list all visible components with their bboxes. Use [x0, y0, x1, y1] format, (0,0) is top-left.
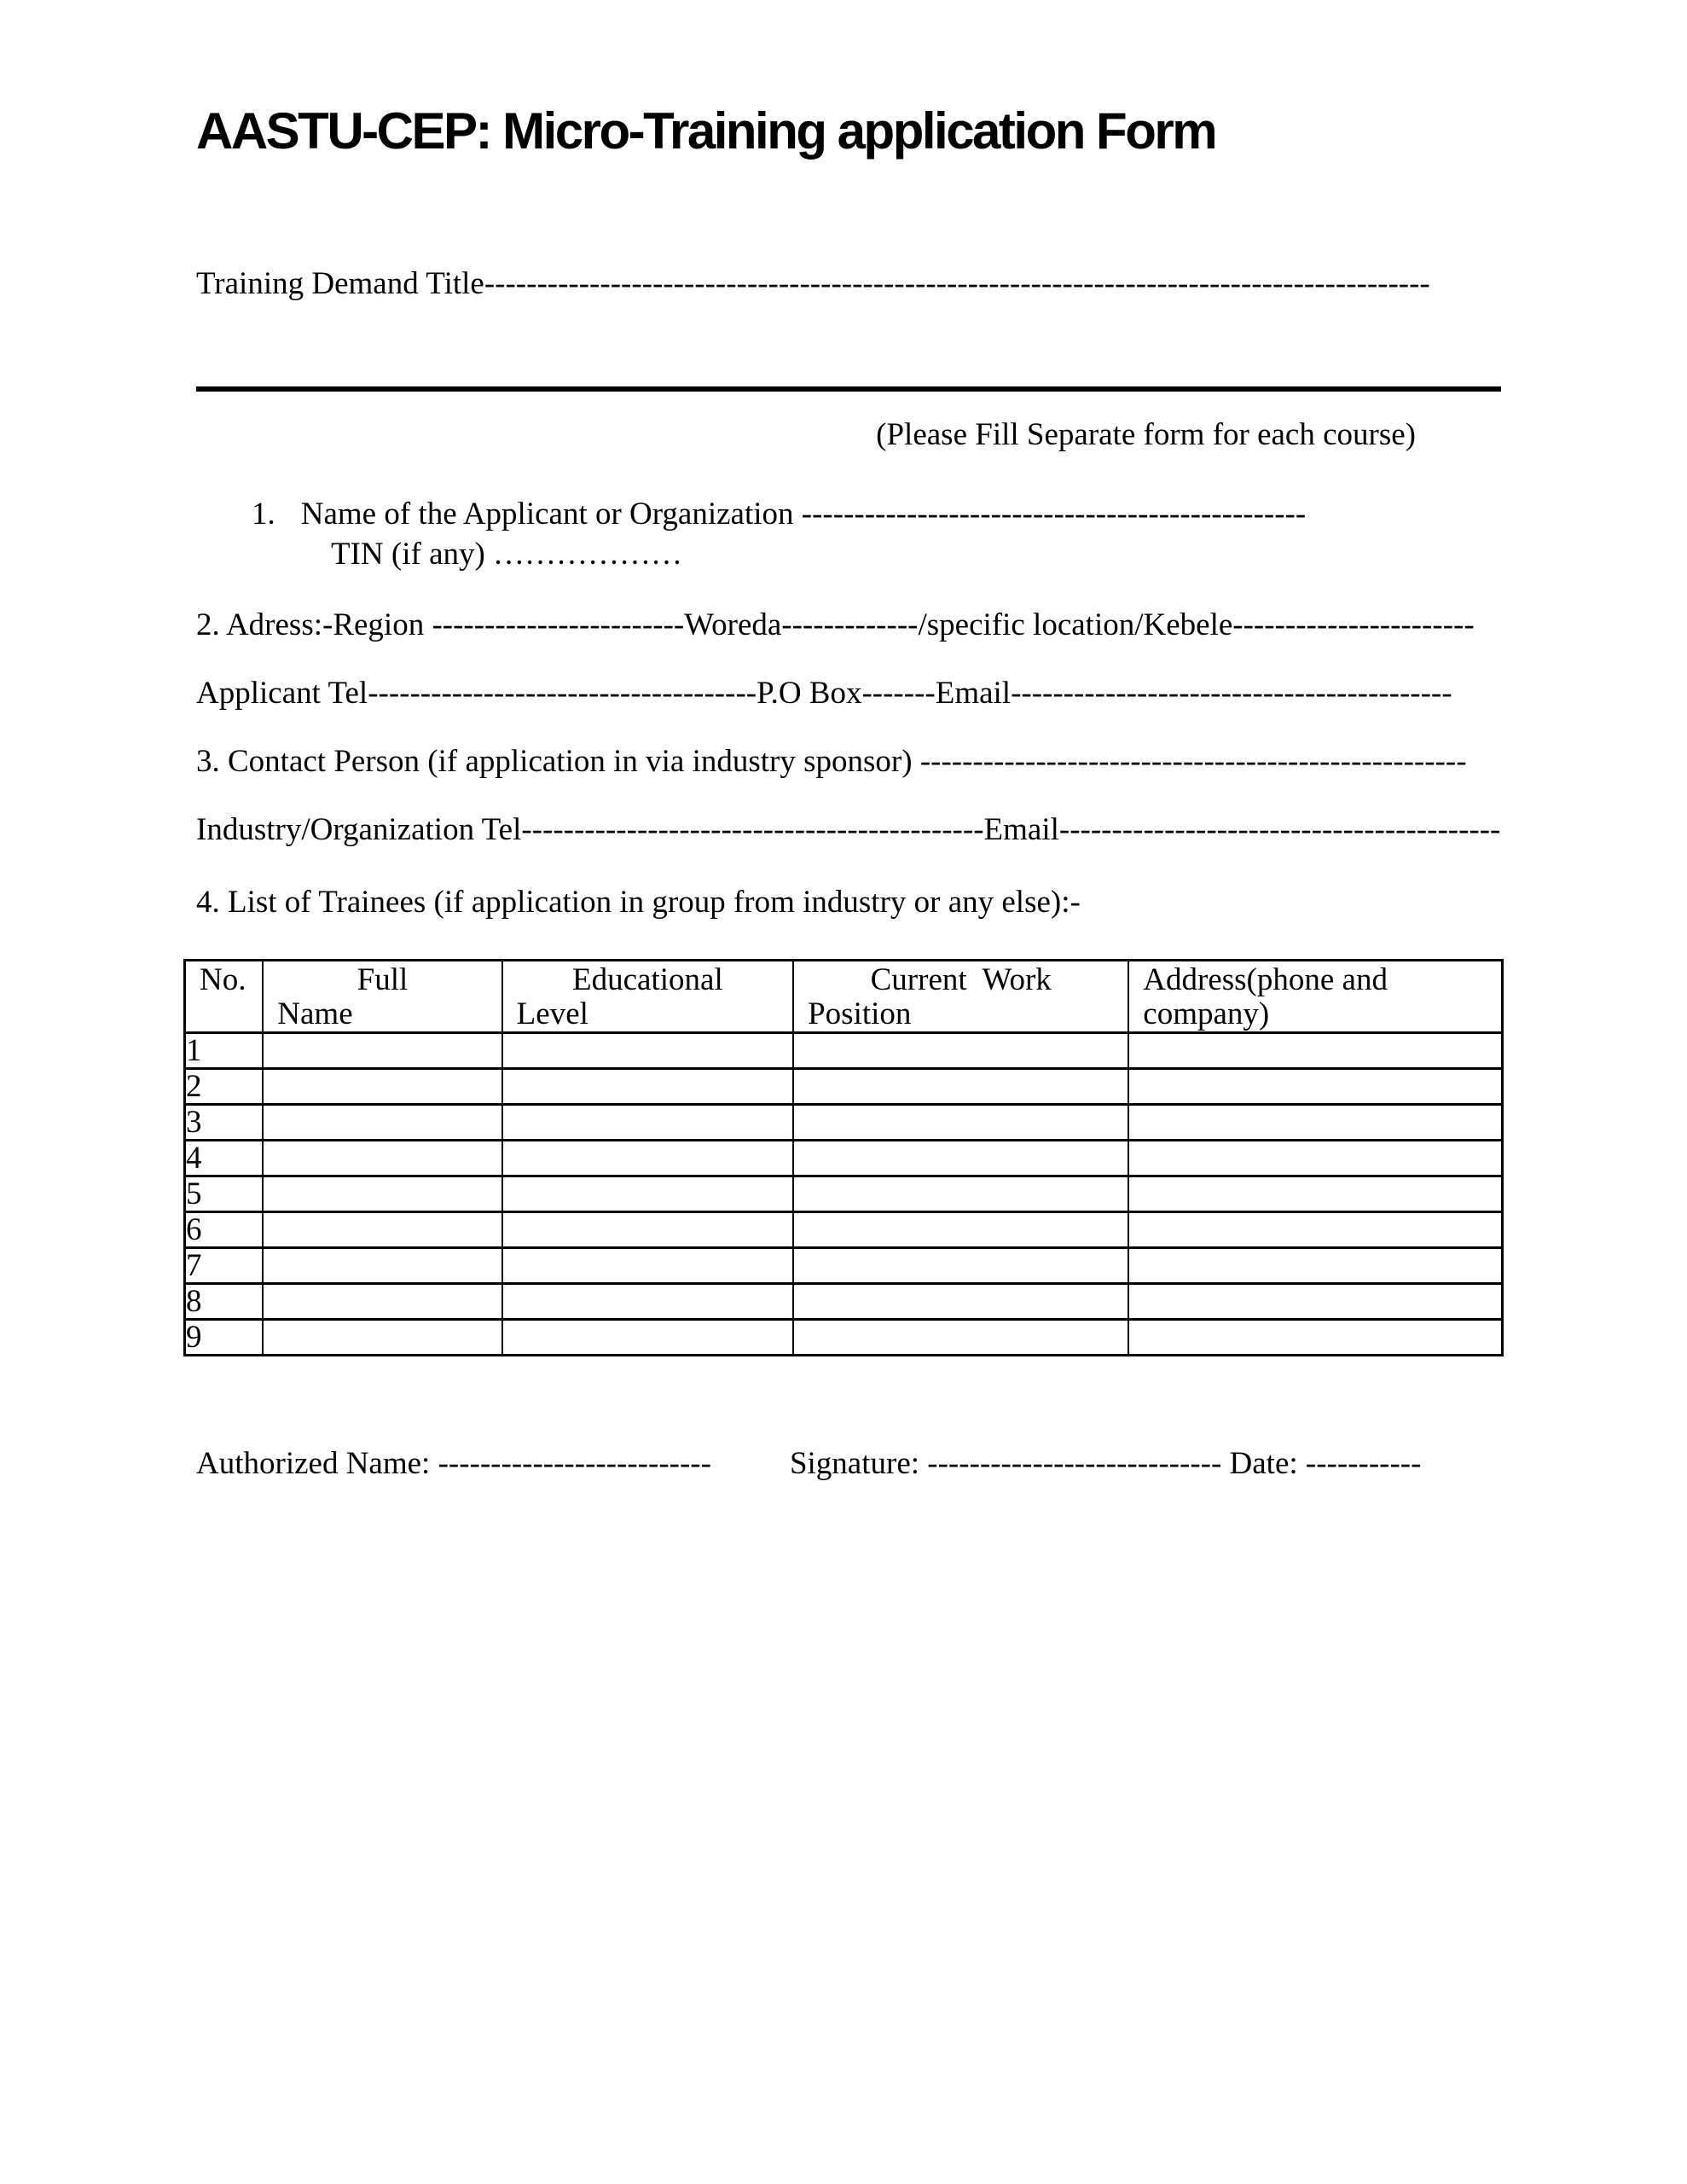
cell-address[interactable] — [1128, 1033, 1502, 1069]
section-divider — [196, 386, 1501, 392]
cell-current-work-position[interactable] — [793, 1069, 1128, 1105]
cell-full-name[interactable] — [263, 1248, 501, 1284]
cell-full-name[interactable] — [263, 1212, 501, 1248]
header-full-name: Full Name — [263, 961, 501, 1033]
cell-address[interactable] — [1128, 1248, 1502, 1284]
date-blank: ----------- — [1305, 1446, 1422, 1481]
cell-full-name[interactable] — [263, 1105, 501, 1141]
table-row — [185, 1284, 1503, 1320]
cell-address[interactable] — [1128, 1284, 1502, 1320]
row-number: 8 — [185, 1284, 264, 1320]
cell-full-name[interactable] — [263, 1141, 501, 1176]
cell-current-work-position[interactable] — [793, 1248, 1128, 1284]
cell-full-name[interactable] — [263, 1069, 501, 1105]
row-number: 6 — [185, 1212, 264, 1248]
item-1-applicant-name — [196, 494, 1501, 574]
cell-full-name[interactable] — [263, 1176, 501, 1212]
cell-address[interactable] — [1128, 1105, 1502, 1141]
item-1-number: 1. — [252, 497, 275, 531]
item-1-line — [196, 494, 1501, 534]
table-row — [185, 1033, 1503, 1069]
row-number: 3 — [185, 1105, 264, 1141]
row-number: 5 — [185, 1176, 264, 1212]
authorized-name-label: Authorized Name: — [196, 1446, 438, 1481]
cell-full-name[interactable] — [263, 1320, 501, 1356]
table-row — [185, 1069, 1503, 1105]
cell-educational-level[interactable] — [502, 1069, 793, 1105]
row-number: 7 — [185, 1248, 264, 1284]
cell-current-work-position[interactable] — [793, 1105, 1128, 1141]
header-address: Address(phone and company) — [1128, 961, 1502, 1033]
signature-label: Signature: — [789, 1446, 928, 1481]
applicant-contact-line: Applicant Tel-------------------------------------P.O Box-------Email------------------------------------------ — [196, 676, 1452, 711]
signature-footer-line — [196, 1443, 1501, 1484]
cell-current-work-position[interactable] — [793, 1212, 1128, 1248]
cell-educational-level[interactable] — [502, 1105, 793, 1141]
cell-educational-level[interactable] — [502, 1284, 793, 1320]
table-row — [185, 1176, 1503, 1212]
note-line: (Please Fill Separate form for each course) — [876, 417, 1416, 452]
cell-current-work-position[interactable] — [793, 1033, 1128, 1069]
cell-current-work-position[interactable] — [793, 1284, 1128, 1320]
cell-current-work-position[interactable] — [793, 1176, 1128, 1212]
cell-educational-level[interactable] — [502, 1141, 793, 1176]
table-row — [185, 1248, 1503, 1284]
cell-address[interactable] — [1128, 1176, 1502, 1212]
authorized-name-blank: -------------------------- — [438, 1446, 711, 1481]
header-educational-level: Educational Level — [502, 961, 793, 1033]
page-title: AASTU-CEP: Micro-Training application Form — [196, 102, 1216, 160]
cell-address[interactable] — [1128, 1320, 1502, 1356]
row-number: 9 — [185, 1320, 264, 1356]
table-row — [185, 1320, 1503, 1356]
cell-address[interactable] — [1128, 1069, 1502, 1105]
cell-full-name[interactable] — [263, 1033, 501, 1069]
cell-educational-level[interactable] — [502, 1176, 793, 1212]
cell-educational-level[interactable] — [502, 1248, 793, 1284]
signature-blank: ---------------------------- — [927, 1446, 1222, 1481]
cell-current-work-position[interactable] — [793, 1320, 1128, 1356]
row-number: 1 — [185, 1033, 264, 1069]
cell-address[interactable] — [1128, 1212, 1502, 1248]
cell-current-work-position[interactable] — [793, 1141, 1128, 1176]
item-3-contact-person-line: 3. Contact Person (if application in via industry sponsor) ---------------------------------------------------- — [196, 744, 1467, 779]
header-current-work-position: Current Work Position — [793, 961, 1128, 1033]
row-number: 4 — [185, 1141, 264, 1176]
table-row — [185, 1105, 1503, 1141]
row-number: 2 — [185, 1069, 264, 1105]
item-4-trainees-line: 4. List of Trainees (if application in group from industry or any else):- — [196, 885, 1081, 920]
cell-educational-level[interactable] — [502, 1212, 793, 1248]
training-demand-title-line: Training Demand Title------------------------------------------------------------------------------------------ — [196, 266, 1430, 301]
table-header-row — [185, 961, 1503, 1033]
cell-educational-level[interactable] — [502, 1320, 793, 1356]
cell-educational-level[interactable] — [502, 1033, 793, 1069]
tin-line: TIN (if any) ……………… — [331, 537, 683, 572]
table-row — [185, 1141, 1503, 1176]
item-2-address-line: 2. Adress:-Region ------------------------Woreda-------------/specific location/Kebele----------------------- — [196, 607, 1475, 642]
cell-full-name[interactable] — [263, 1284, 501, 1320]
table-row — [185, 1212, 1503, 1248]
trainees-table — [183, 959, 1504, 1356]
header-no: No. — [185, 961, 264, 1033]
cell-address[interactable] — [1128, 1141, 1502, 1176]
date-label: Date: — [1221, 1446, 1306, 1481]
item-1-text: Name of the Applicant or Organization ------------------------------------------------ — [300, 497, 1307, 531]
industry-contact-line: Industry/Organization Tel--------------------------------------------Email------------------------------------------ — [196, 812, 1501, 847]
